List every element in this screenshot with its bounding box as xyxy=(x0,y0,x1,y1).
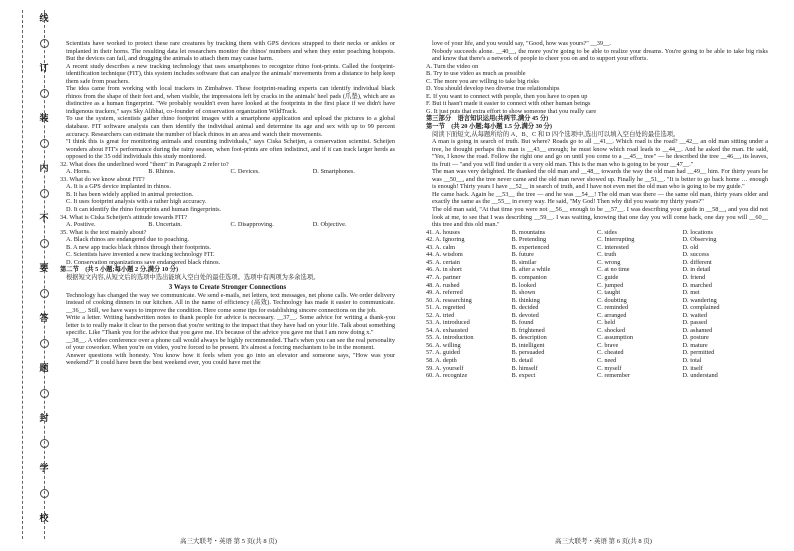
answer-option: D. permitted xyxy=(682,349,715,357)
seven-option: G. It just puts that extra effort to show someone that you really care xyxy=(426,107,597,115)
answer-option: B. looked xyxy=(511,281,536,289)
binding-char-10: 要 xyxy=(39,263,49,273)
binding-char-16: 封 xyxy=(39,413,49,423)
answer-option: 48. A. rushed xyxy=(426,281,460,289)
section-2-instructions: 根据短文内容,从短文后的选项中选出能填入空白处的最佳选项。选项中有两项为多余选项。 xyxy=(66,273,320,281)
answer-option: D. ashamed xyxy=(682,326,713,334)
answer-option: 54. A. exhausted xyxy=(426,326,468,334)
answer-option: C. doubting xyxy=(597,296,627,304)
answer-option: D. success xyxy=(682,251,710,259)
question-option: C. Scientists have invented a new tracking technology FIT. xyxy=(66,251,215,259)
answer-option: C. shocked xyxy=(597,326,625,334)
answer-row xyxy=(426,229,768,237)
binding-ring-1 xyxy=(40,39,49,48)
question-option: B. It has been widely applied in animal protection. xyxy=(66,190,194,198)
answer-option: 44. A. wisdom xyxy=(426,251,463,259)
answer-option: B. decided xyxy=(511,304,539,312)
answer-option: D. total xyxy=(682,356,702,364)
answer-option: B. expect xyxy=(511,372,536,380)
reading-c-paragraph: To use the system, scientists gather rhino footprint images with a smartphone application and upload the pictures to a global database. FIT software analysis can then identify the individual animal and determine its age and sex with up to 99 percent accuracy. Researchers can estimate the number of black rhinos in an area and watch their movements. xyxy=(66,115,395,138)
question-option: A. Positive. xyxy=(66,221,96,229)
reading-c-paragraph: "I think this is great for monitoring animals and counting individuals," says Ciska Scheijen, a conservation scientist. Scheijen wonders about FIT's performance during the rainy season, when foot-prints are often indistinct, and if it can track larger herds as opposed to the 35 odd individuals this study monitored. xyxy=(66,138,395,161)
seven-option: C. The more you are willing to take big risks xyxy=(426,77,539,85)
answer-option: B. intelligent xyxy=(511,341,545,349)
answer-option: B. companion xyxy=(511,273,547,281)
answer-option: 59. A. yourself xyxy=(426,364,464,372)
left-column xyxy=(60,40,395,367)
binding-char-18: 学 xyxy=(39,463,49,473)
answer-option: D. passed xyxy=(682,319,707,327)
binding-ring-5 xyxy=(40,139,49,148)
answer-option: C. arranged xyxy=(597,311,627,319)
passage-title: 3 Ways to Create Stronger Connections xyxy=(168,282,287,291)
question-option: A. Black rhinos are endangered due to poaching. xyxy=(66,236,189,244)
reading-c-paragraph: A recent study describes a new tracking technology that uses smartphones to recognize rhino foot-prints. Called the footprint-identification technique (FIT), this system includes software that can analyze the animals' movements from a distance to help keep them safe from poachers. xyxy=(66,62,395,85)
footer-page-5: 高三大联考・英语 第 5 页(共 8 页) xyxy=(180,538,277,545)
answer-option: 41. A. houses xyxy=(426,228,460,236)
answer-option: C. assumption xyxy=(597,334,634,342)
cloze-paragraph: The old man said, "At that time you were not __56__ enough to be __57__. I was describing your guide in __58__, and you did not look at me, to see that I was describing __59__. I was waiting, knowing that one day you will come back, one day you will __60__ this tree and this old man." xyxy=(432,206,768,229)
binding-ring-11 xyxy=(40,289,49,298)
answer-option: B. detail xyxy=(511,356,533,364)
answer-row xyxy=(426,236,768,244)
answer-row xyxy=(426,334,768,342)
question-option: B. A new app tracks black rhinos through their footprints. xyxy=(66,243,211,251)
question-32 xyxy=(60,161,395,176)
answer-row xyxy=(426,312,768,320)
answer-row xyxy=(426,289,768,297)
answer-option: B. frightened xyxy=(511,326,545,334)
seven-option: E. If you want to connect with people, then you have to open up xyxy=(426,92,588,100)
question-stem: 32. What does the underlined word "them" in Paragraph 2 refer to? xyxy=(60,160,229,168)
answer-option: B. himself xyxy=(511,364,538,372)
answer-option: B. description xyxy=(511,334,547,342)
seven-choose-five-passage xyxy=(60,292,395,367)
question-option: D. Conservation organizations save endangered black rhinos. xyxy=(66,258,221,266)
answer-row xyxy=(426,282,768,290)
answer-row xyxy=(426,327,768,335)
answer-option: D. waited xyxy=(682,311,707,319)
answer-row xyxy=(426,259,768,267)
answer-option: C. wrong xyxy=(597,258,621,266)
question-option: C. It uses footprint analysis with a rather high accuracy. xyxy=(66,198,207,206)
answer-option: D. mature xyxy=(682,341,708,349)
binding-ring-19 xyxy=(40,489,49,498)
seven-option: B. Try to use video as much as possible xyxy=(426,70,526,78)
cloze-passage xyxy=(426,138,768,229)
question-options xyxy=(60,168,395,176)
answer-option: B. experienced xyxy=(511,243,550,251)
question-option: D. Objective. xyxy=(312,221,347,229)
answer-option: 58. A. depth xyxy=(426,356,457,364)
answer-option: D. wandering xyxy=(682,296,717,304)
answer-option: C. truth xyxy=(597,251,617,259)
binding-ring-9 xyxy=(40,239,49,248)
answer-option: 46. A. in short xyxy=(426,266,462,274)
passage-paragraph: Write a letter. Writing handwritten notes to thank people for advice is necessary. __37__. Some advice for writing a thank-you letter is to really make it clear to the person that you're writing to the impact that they have had on your life. Talk about something specific. Like "Thank you for the advice that you gave me. It's because of the advice you gave me that I am now doing x." xyxy=(66,314,395,337)
answer-option: 57. A. guided xyxy=(426,349,460,357)
question-option: C. Disapproving. xyxy=(230,221,274,229)
question-option: A. It is a GPS device implanted in rhinos. xyxy=(66,183,171,191)
answer-option: C. remember xyxy=(597,372,630,380)
answer-option: C. interested xyxy=(597,243,629,251)
answer-option: D. marched xyxy=(682,281,712,289)
binding-ring-17 xyxy=(40,439,49,448)
binding-ring-13 xyxy=(40,339,49,348)
answer-row xyxy=(426,251,768,259)
binding-ring-15 xyxy=(40,389,49,398)
answer-row xyxy=(426,349,768,357)
answer-option: B. Pretending xyxy=(511,236,547,244)
seven-options-list xyxy=(426,63,768,116)
answer-row xyxy=(426,244,768,252)
answer-option: 42. A. Ignoring xyxy=(426,236,465,244)
binding-char-2: 订 xyxy=(39,63,49,73)
answer-row xyxy=(426,365,768,373)
answer-option: C. reminded xyxy=(597,304,629,312)
answer-row xyxy=(426,319,768,327)
question-33 xyxy=(60,176,395,214)
answer-option: 53. A. introduced xyxy=(426,319,470,327)
answer-option: 43. A. calm xyxy=(426,243,456,251)
seven-option: D. You should develop two diverse true relationships xyxy=(426,85,560,93)
answer-option: D. different xyxy=(682,258,712,266)
passage-paragraph: __38__. A video conference over a phone call would always be highly recommended. That's when you can see the real personality of your coworker. When you're on video, you're forced to be present. It's almost a forcing mechanism to be in the moment. xyxy=(66,336,395,352)
binding-line-outer xyxy=(22,10,23,539)
question-35 xyxy=(60,229,395,267)
answer-option: C. guide xyxy=(597,273,619,281)
cloze-paragraph: A man is going in search of truth. But where? Roads go to all __41__. Which road is the road? __42__ an old man sitting under a tree, he thought perhaps this man is __43__ enough; he must know which road leads to __44__. And he asked the man. He said, "Yes, I know the road. Follow the right one and go on until you come to a __45__ tree" — he described the tree __46__, its leaves, its fruit — "and you will find under it a very old man. This is the man who is going to be your __47__." xyxy=(432,138,768,168)
answer-option: C. need xyxy=(597,356,617,364)
binding-char-0: 线 xyxy=(39,13,49,23)
answer-row xyxy=(426,266,768,274)
answer-row xyxy=(426,372,768,380)
cloze-answer-options xyxy=(426,229,768,380)
answer-option: B. thinking xyxy=(511,296,540,304)
question-option: A. Horns. xyxy=(66,168,91,176)
seven-option: F. But it hasn't made it easier to connect with other human beings xyxy=(426,100,591,108)
answer-option: C. brave xyxy=(597,341,619,349)
answer-option: B. shown xyxy=(511,289,536,297)
reading-c-text xyxy=(60,40,395,161)
section-2-header: 第二节 (共 5 小题;每小题 2 分,满分 10 分) xyxy=(60,266,179,274)
answer-option: C. sides xyxy=(597,228,617,236)
footer-page-6: 高三大联考・英语 第 6 页(共 8 页) xyxy=(555,538,652,545)
passage-paragraph: Nobody succeeds alone. __40__, the more you're going to be able to realize your dreams. You're going to be able to take big risks and know that there's a network of people to cheer you on and to support your efforts. xyxy=(432,47,768,63)
answer-option: D. met xyxy=(682,289,700,297)
question-options xyxy=(60,183,395,213)
answer-option: B. mountains xyxy=(511,228,546,236)
question-stem: 33. What do we know about FIT? xyxy=(60,175,145,183)
passage-end xyxy=(426,40,768,63)
answer-option: D. friend xyxy=(682,273,706,281)
answer-option: C. held xyxy=(597,319,616,327)
answer-row xyxy=(426,342,768,350)
question-stem: 34. What is Ciska Scheijen's attitude towards FIT? xyxy=(60,213,188,221)
question-option: C. Devices. xyxy=(230,168,260,176)
answer-option: 60. A. recognize xyxy=(426,372,468,380)
answer-option: C. myself xyxy=(597,364,622,372)
question-option: D. Smartphones. xyxy=(312,168,355,176)
answer-option: 49. A. referred xyxy=(426,289,463,297)
binding-margin xyxy=(0,0,58,551)
reading-c-questions xyxy=(60,161,395,267)
reading-c-paragraph: The idea came from working with local trackers in Zimbabwe. These footprint-reading experts can identify individual black rhinos from the shape of their feet and, when visible, the impressions left by cracks in the animals' heel pads (爪垫), which are as distinctive as a human fingerprint. "We probably wouldn't even have looked at the footprints in the first place if we didn't have indigenous trackers," says Sky Alibhai, co-founder of conservation organization WildTrack. xyxy=(66,85,395,115)
answer-option: 45. A. certain xyxy=(426,258,460,266)
binding-ring-7 xyxy=(40,189,49,198)
binding-ring-3 xyxy=(40,89,49,98)
passage-paragraph: love of your life, and you would say, "Good, how was yours?" __39__. xyxy=(432,40,611,47)
answer-option: D. posture xyxy=(682,334,709,342)
seven-option: A. Turn the video on xyxy=(426,62,479,70)
answer-option: B. future xyxy=(511,251,534,259)
answer-option: 50. A. researching xyxy=(426,296,472,304)
question-option: B. Uncertain. xyxy=(148,221,182,229)
binding-char-8: 不 xyxy=(39,213,49,223)
answer-option: D. understand xyxy=(682,372,718,380)
answer-row xyxy=(426,274,768,282)
answer-option: 51. A. regretted xyxy=(426,304,466,312)
passage-paragraph: Technology has changed the way we communicate. We send e-mails, net letters, text messages, net phone calls. We order delivery instead of cooking dinners in our kitchen. All in the name of efficiency (高效). Technology has made it easier to communicate. __36__. Still, we have ways to improve the condition. Here come some tips for establishing sincere connections on the job. xyxy=(66,291,395,314)
answer-option: B. similar xyxy=(511,258,537,266)
answer-option: D. complained xyxy=(682,304,720,312)
question-34 xyxy=(60,214,395,229)
question-option: D. It can identify the rhino footprints and human fingerprints. xyxy=(66,206,222,214)
answer-option: 47. A. partner xyxy=(426,273,461,281)
answer-option: D. Observing xyxy=(682,236,717,244)
answer-option: D. itself xyxy=(682,364,703,372)
question-options xyxy=(60,236,395,266)
answer-option: C. Interrupting xyxy=(597,236,635,244)
question-stem: 35. What is the text mainly about? xyxy=(60,228,147,236)
cloze-paragraph: The man was very delighted. He thanked the old man and __48__ towards the way the old man had __49__ him. For thirty years he was __50__, and the tree never came and the old man never showed up. Finally he __51__. "It is better to go back home … enough is enough! Thirty years I have __52__ in search of truth, and I have not even met the old man who is going to be my guide." xyxy=(432,168,768,191)
question-option: B. Rhinos. xyxy=(148,168,176,176)
answer-option: 52. A. tried xyxy=(426,311,455,319)
binding-char-4: 装 xyxy=(39,113,49,123)
answer-row xyxy=(426,297,768,305)
section-1-header: 第一节 (共 20 小题;每小题 1.5 分,满分 30 分) xyxy=(426,123,552,131)
right-column xyxy=(426,40,768,380)
answer-option: C. cheated xyxy=(597,349,624,357)
answer-option: D. old xyxy=(682,243,699,251)
cloze-paragraph: He came back. Again he __53__ the tree — and he was __54__! The old man was there — the same old man, thirty years older and exactly the same as the __55__ in every way. He said, "My God! Then why did you waste my thirty years?" xyxy=(432,190,768,206)
passage-paragraph: Answer questions with honesty. You know how it feels when you go into an elevator and someone says, "How was your weekend?" It could have been the best weekend ever, you could have met the xyxy=(66,351,395,367)
answer-option: B. devoted xyxy=(511,311,539,319)
answer-option: B. persuaded xyxy=(511,349,545,357)
answer-option: 56. A. willing xyxy=(426,341,461,349)
section-1-instructions: 阅读下面短文,从每题所给的 A、B、C 和 D 四个选项中,选出可以填入空白处的最佳选项。 xyxy=(432,130,680,138)
binding-char-12: 答 xyxy=(39,313,49,323)
binding-char-6: 内 xyxy=(39,163,49,173)
answer-row xyxy=(426,304,768,312)
answer-row xyxy=(426,357,768,365)
binding-char-20: 校 xyxy=(39,513,49,523)
reading-c-paragraph: Scientists have worked to protect these rare creatures by tracking them with GPS devices strapped to their necks or ankles or implanted in their horns. The resulting data let researchers monitor the rhinos' numbers and when they enter poaching hotspots. But the devices can fail, and drugging the animals to attach them may cause harm. xyxy=(66,40,395,63)
answer-option: C. jumped xyxy=(597,281,624,289)
answer-option: D. locations xyxy=(682,228,713,236)
answer-option: C. taught xyxy=(597,289,621,297)
answer-option: B. after a while xyxy=(511,266,551,274)
answer-option: 55. A. introduction xyxy=(426,334,474,342)
binding-char-14: 题 xyxy=(39,363,49,373)
part-3-header: 第三部分 语言知识运用(共两节,满分 45 分) xyxy=(426,115,549,123)
answer-option: C. at no time xyxy=(597,266,630,274)
answer-option: D. in detail xyxy=(682,266,711,274)
answer-option: B. found xyxy=(511,319,534,327)
question-options xyxy=(60,221,395,229)
